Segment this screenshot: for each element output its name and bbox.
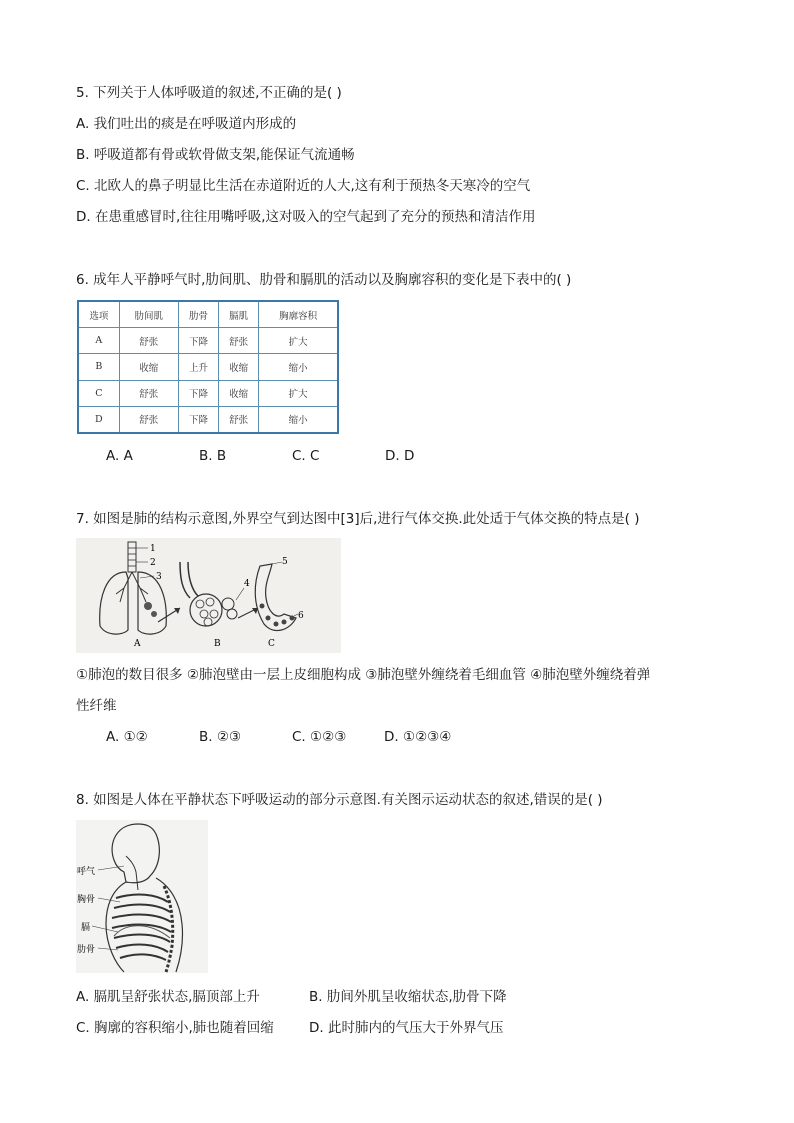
table-cell: 下降 [178, 380, 218, 406]
table-cell: 收缩 [119, 354, 178, 380]
q6-option-a: A. A [106, 448, 133, 464]
q7-option-c: C. ①②③ [292, 729, 347, 745]
q8-option-d: D. 此时肺内的气压大于外界气压 [309, 1020, 504, 1036]
table-header-cell: 肋间肌 [119, 301, 178, 328]
q7-option-a: A. ①② [106, 729, 148, 745]
q7-statements-line2: 性纤维 [76, 698, 117, 714]
table-cell: 收缩 [219, 380, 259, 406]
table-cell: 舒张 [119, 380, 178, 406]
table-cell: B [78, 354, 119, 380]
q7-stem: 7. 如图是肺的结构示意图,外界空气到达图中[3]后,进行气体交换.此处适于气体交换的特点是( ) [76, 511, 640, 527]
q6-options [106, 447, 414, 465]
table-cell: 收缩 [219, 354, 259, 380]
table-cell: 缩小 [259, 406, 338, 433]
table-header-row [78, 301, 338, 328]
q6-stem: 6. 成年人平静呼气时,肋间肌、肋骨和膈肌的活动以及胸廓容积的变化是下表中的( ) [76, 272, 572, 288]
q5-option-b: B. 呼吸道都有骨或软骨做支架,能保证气流通畅 [76, 147, 355, 163]
q6-option-b: B. B [199, 448, 227, 464]
table-header-cell: 膈肌 [219, 301, 259, 328]
figure-label: 胸骨 [77, 895, 96, 905]
q7-options [106, 728, 451, 746]
table-row [78, 354, 338, 380]
q6-option-c: C. C [292, 448, 320, 464]
table-cell: 舒张 [219, 406, 259, 433]
table-cell: 下降 [178, 328, 218, 354]
figure-label: B [214, 639, 221, 649]
table-cell: 上升 [178, 354, 218, 380]
q5-option-d: D. 在患重感冒时,往往用嘴呼吸,这对吸入的空气起到了充分的预热和清洁作用 [76, 209, 536, 225]
figure-label: A [134, 639, 141, 649]
q8-option-c: C. 胸廓的容积缩小,肺也随着回缩 [76, 1020, 274, 1036]
table-row [78, 380, 338, 406]
figure-label: 膈 [81, 923, 91, 933]
q7-statements-line1: ①肺泡的数目很多 ②肺泡壁由一层上皮细胞构成 ③肺泡壁外缠绕着毛细血管 ④肺泡壁外缠绕着弹 [76, 667, 651, 683]
q5-stem: 5. 下列关于人体呼吸道的叙述,不正确的是( ) [76, 85, 342, 101]
figure-label: 1 [150, 544, 156, 554]
lung-structure-figure [76, 538, 341, 653]
figure-label: 6 [298, 611, 304, 621]
table-row [78, 406, 338, 433]
table-cell: C [78, 380, 119, 406]
q6-option-d: D. D [385, 448, 415, 464]
table-cell: 舒张 [119, 328, 178, 354]
figure-label: 3 [156, 572, 162, 582]
figure-label: C [268, 639, 275, 649]
q5-option-a: A. 我们吐出的痰是在呼吸道内形成的 [76, 116, 297, 132]
figure-label: 5 [282, 557, 288, 567]
table-row [78, 328, 338, 354]
figure-label: 4 [244, 579, 250, 589]
q8-stem: 8. 如图是人体在平静状态下呼吸运动的部分示意图.有关图示运动状态的叙述,错误的是( ) [76, 792, 603, 808]
table-header-cell: 胸廓容积 [259, 301, 338, 328]
figure-label: 呼气 [77, 867, 96, 877]
table-cell: 下降 [178, 406, 218, 433]
table-header-cell: 肋骨 [178, 301, 218, 328]
q7-option-b: B. ②③ [199, 729, 242, 745]
q8-option-b: B. 肋间外肌呈收缩状态,肋骨下降 [309, 989, 507, 1005]
table-cell: 扩大 [259, 328, 338, 354]
table-cell: A [78, 328, 119, 354]
q8-options-row2 [76, 1019, 503, 1037]
figure-label: 2 [150, 558, 156, 568]
table-cell: 舒张 [119, 406, 178, 433]
figure-label: 肋骨 [77, 945, 96, 955]
q8-option-a: A. 膈肌呈舒张状态,膈顶部上升 [76, 989, 260, 1005]
table-cell: 扩大 [259, 380, 338, 406]
q6-table [77, 300, 339, 434]
table-header-cell: 选项 [78, 301, 119, 328]
q8-options-row1 [76, 988, 507, 1006]
q5-option-c: C. 北欧人的鼻子明显比生活在赤道附近的人大,这有利于预热冬天寒冷的空气 [76, 178, 531, 194]
table-cell: 舒张 [219, 328, 259, 354]
q7-option-d: D. ①②③④ [384, 729, 452, 745]
table-cell: D [78, 406, 119, 433]
respiration-figure [76, 820, 208, 973]
table-cell: 缩小 [259, 354, 338, 380]
